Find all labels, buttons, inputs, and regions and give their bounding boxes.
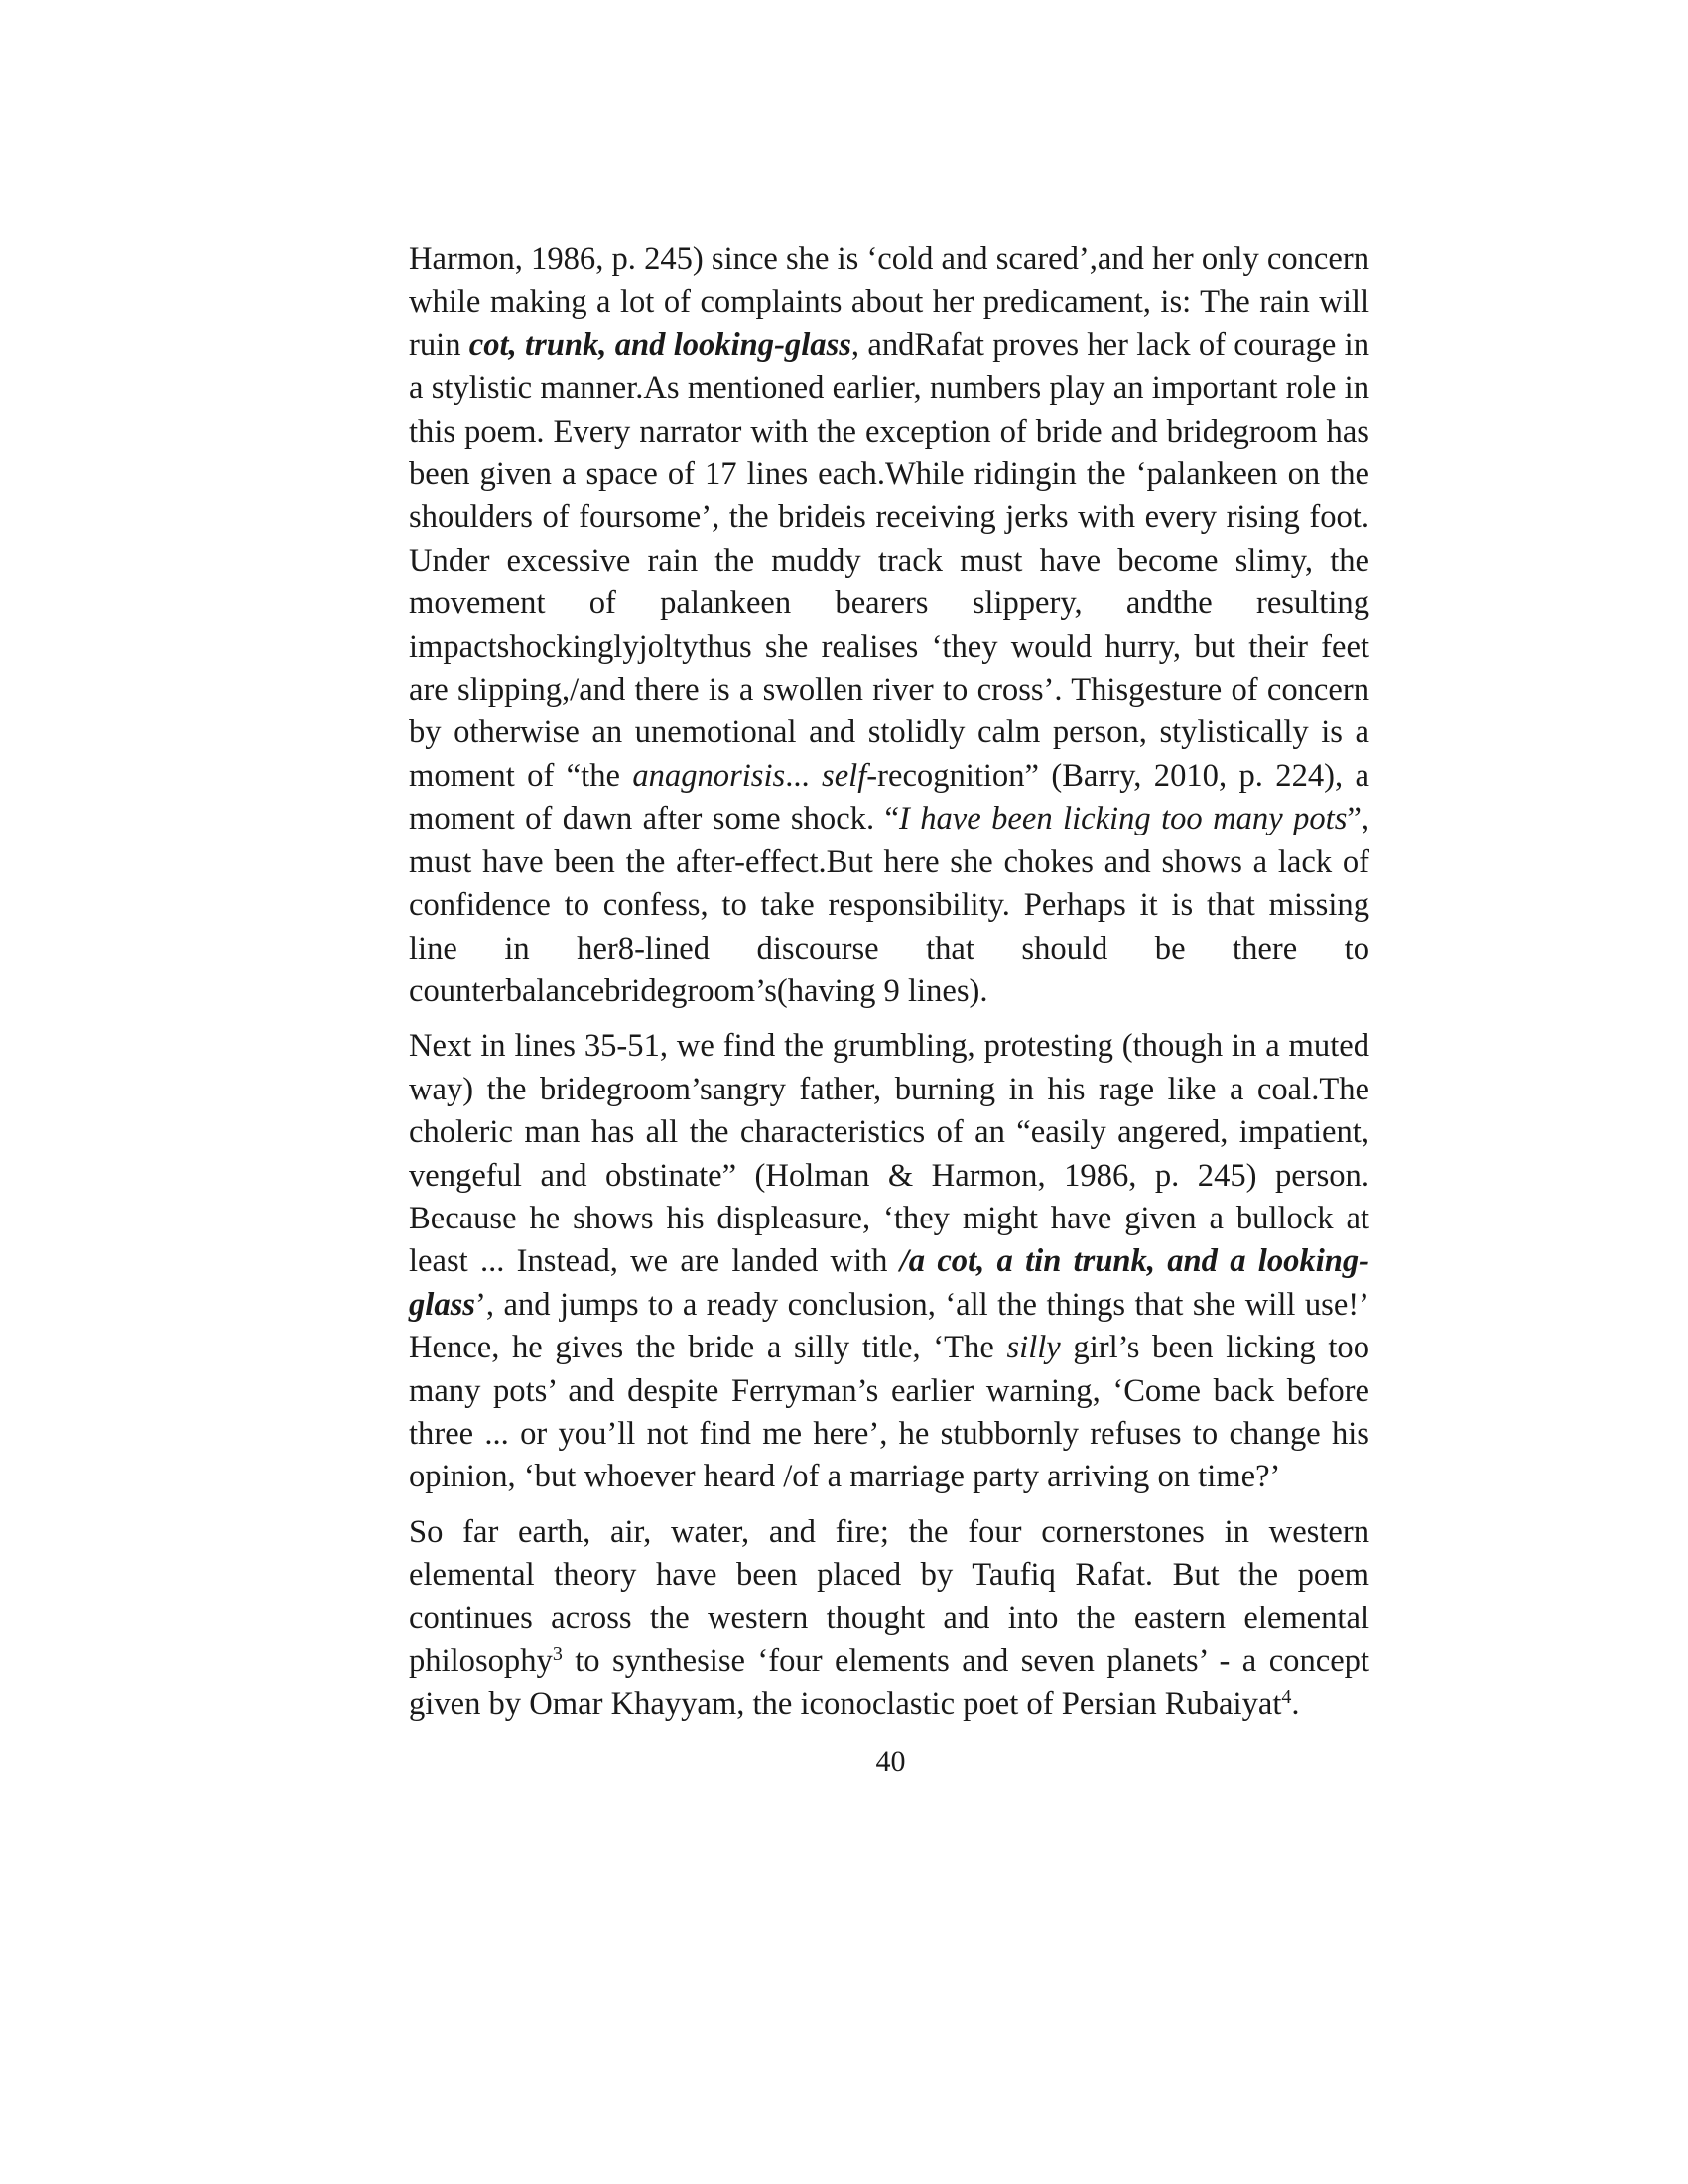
- emphasized-text: anagnorisis: [632, 757, 786, 794]
- paragraph: Next in lines 35-51, we find the grumbling, protesting (though in a muted way) the bridegroom’sangry father, burning in his rage like a coal.The choleric man has all the characteristics of an “easily angered, impatient, vengeful and obstinate” (Holman & Harmon, 1986, p. 245) person. Because he shows his displeasure, ‘they might have given a bullock at least ... Instead, we are landed with /a cot, a tin trunk, and a looking-glass’, and jumps to a ready conclusion, ‘all the things that she will use!’ Hence, he gives the bride a silly title, ‘The silly girl’s been licking too many pots’ and despite Ferryman’s earlier warning, ‘Come back before three ... or you’ll not find me here’, he stubbornly refuses to change his opinion, ‘but whoever heard /of a marriage party arriving on time?’: [409, 1028, 1369, 1495]
- emphasized-text: /a cot, a tin trunk, and a looking-glass: [409, 1243, 1369, 1323]
- emphasized-text: I have been licking too many pots: [898, 801, 1348, 837]
- paragraph: So far earth, air, water, and fire; the four cornerstones in western elemental theory have been placed by Taufiq Rafat. But the poem continues across the western thought and into the eastern elemental philosophy$^3$ to synthesise ‘four elements and seven planets’ - a concept given by Omar Khayyam, the iconoclastic poet of Persian Rubaiyat$^4$.: [409, 1513, 1369, 1723]
- page-body: [409, 238, 1369, 1727]
- page-number: 40: [875, 1745, 906, 1778]
- footnote-marker: 3: [552, 1643, 563, 1665]
- footnote-marker: 4: [1281, 1686, 1292, 1709]
- emphasized-text: cot, trunk, and looking-glass: [468, 326, 851, 363]
- emphasized-text: self: [822, 757, 867, 794]
- emphasized-text: silly: [1006, 1330, 1061, 1366]
- paragraph: Harmon, 1986, p. 245) since she is ‘cold and scared’,and her only concern while making a lot of complaints about her predicament, is: The rain will ruin cot, trunk, and looking-glass, andRafat proves her lack of courage in a stylistic manner.As mentioned earlier, numbers play an important role in this poem. Every narrator with the exception of bride and bridegroom has been given a space of 17 lines each.While ridingin the ‘palankeen on the shoulders of foursome’, the brideis receiving jerks with every rising foot. Under excessive rain the muddy track must have become slimy, the movement of palankeen bearers slippery, andthe resulting impactshockinglyjoltythus she realises ‘they would hurry, but their feet are slipping,/and there is a swollen river to cross’. Thisgesture of concern by otherwise an unemotional and stolidly calm person, stylistically is a moment of “the anagnorisis... self-recognition” (Barry, 2010, p. 224), a moment of dawn after some shock. “I have been licking too many pots”, must have been the after-effect.But here she chokes and shows a lack of confidence to confess, to take responsibility. Perhaps it is that missing line in her8-lined discourse that should be there to counterbalancebridegroom’s(having 9 lines).: [409, 241, 1370, 1009]
